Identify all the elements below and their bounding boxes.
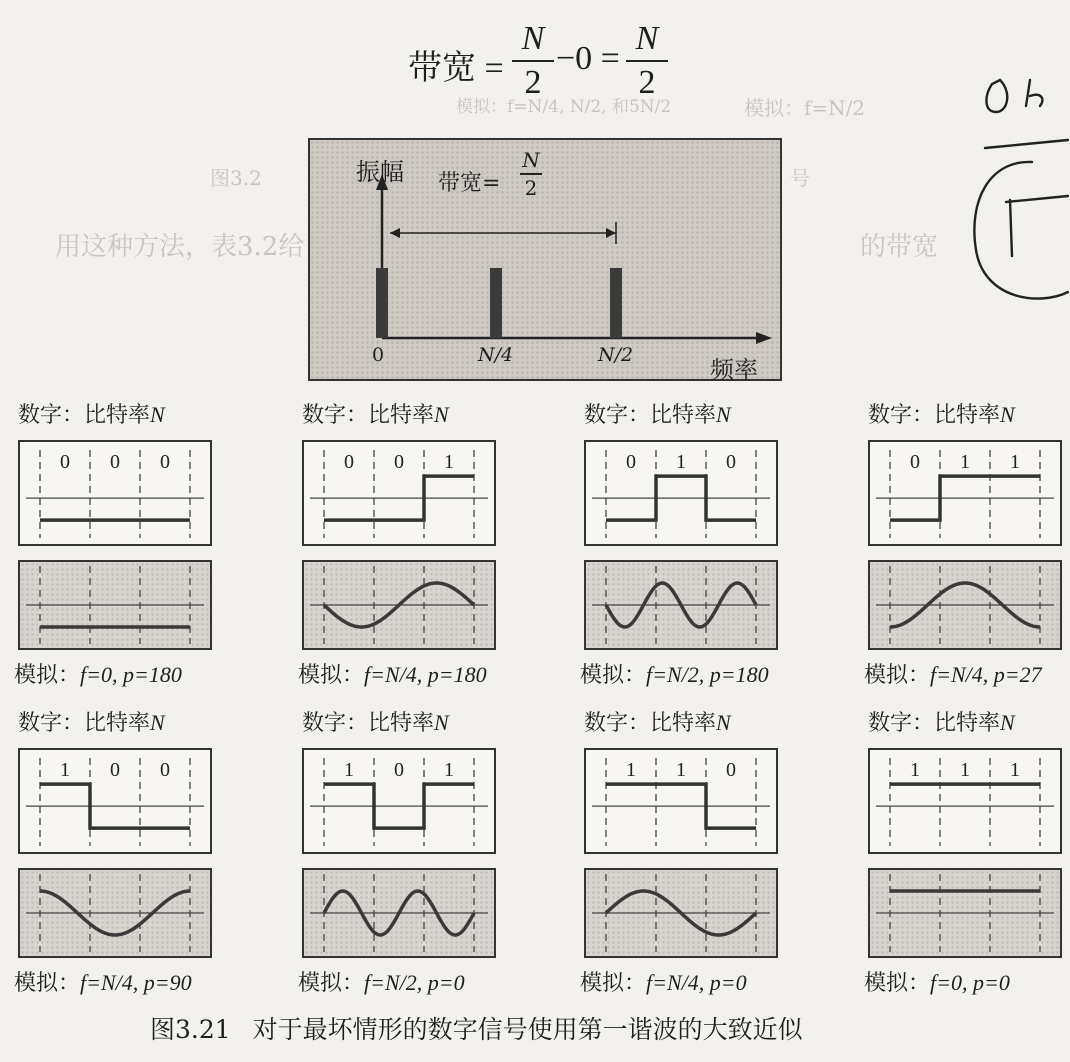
bit-label: 1 (910, 759, 920, 781)
analog-label-prefix: 模拟： (864, 971, 931, 996)
digital-signal-svg (586, 442, 776, 544)
bit-label: 1 (444, 451, 454, 473)
analog-label-prefix: 模拟： (580, 971, 647, 996)
formula-fraction-1-denominator: 2 (524, 64, 542, 101)
analog-signal-box (302, 560, 496, 650)
spectrum-x-arrow (756, 332, 772, 344)
analog-label (864, 966, 1010, 997)
spectrum-diagram (308, 138, 782, 384)
analog-signal-svg (586, 870, 776, 956)
bit-rate-symbol: N (434, 710, 449, 735)
signal-cell (14, 706, 224, 1006)
bit-label: 1 (1010, 759, 1020, 781)
analog-signal-box (584, 560, 778, 650)
bit-label: 1 (344, 759, 354, 781)
analog-parameters: f=0, p=0 (930, 970, 1010, 995)
spectrum-bar-n-2 (610, 268, 622, 338)
bit-label: 0 (60, 451, 70, 473)
bit-label: 1 (444, 759, 454, 781)
digital-signal-box (584, 440, 778, 546)
analog-label (580, 658, 769, 689)
analog-label-prefix: 模拟： (14, 971, 81, 996)
digital-signal-svg (304, 442, 494, 544)
digital-title (18, 398, 165, 429)
bit-rate-symbol: N (716, 710, 731, 735)
analog-signal-svg (304, 562, 494, 648)
bit-rate-symbol: N (150, 402, 165, 427)
bit-label: 0 (394, 451, 404, 473)
bit-label: 0 (910, 451, 920, 473)
digital-title-text: 数字：比特率 (18, 711, 151, 736)
bit-label: 0 (726, 451, 736, 473)
formula-fraction-1-numerator: N (521, 20, 545, 57)
analog-signal-svg (20, 870, 210, 956)
analog-parameters: f=N/2, p=0 (364, 970, 465, 995)
digital-title (584, 706, 731, 737)
analog-label (580, 966, 747, 997)
bit-label: 1 (676, 759, 686, 781)
digital-signal-box (302, 748, 496, 854)
analog-parameters: f=N/4, p=180 (364, 662, 487, 687)
digital-title (868, 706, 1015, 737)
analog-label (14, 658, 182, 689)
analog-signal-svg (20, 562, 210, 648)
digital-title-text: 数字：比特率 (868, 711, 1001, 736)
analog-label-prefix: 模拟： (298, 663, 365, 688)
bit-label: 1 (960, 451, 970, 473)
signal-cell (14, 398, 224, 698)
figure-number: 图3.21 (150, 1015, 231, 1044)
faded-text-5: 用这种方法，表3.2给 (55, 232, 305, 262)
analog-label-prefix: 模拟： (14, 663, 81, 688)
analog-label (864, 658, 1042, 689)
analog-signal-box (868, 560, 1062, 650)
formula-middle: −0 = (556, 40, 620, 77)
analog-signal-box (18, 868, 212, 958)
formula-fraction-2-denominator: 2 (638, 64, 656, 101)
signal-cell (298, 398, 508, 698)
spectrum-x-axis-label: 频率 (710, 356, 758, 384)
bit-label: 0 (110, 451, 120, 473)
bit-label: 0 (160, 759, 170, 781)
analog-signal-box (18, 560, 212, 650)
bit-label: 1 (960, 759, 970, 781)
digital-signal-svg (586, 750, 776, 852)
digital-signal-box (302, 440, 496, 546)
digital-signal-box (868, 748, 1062, 854)
faded-text-4: 号 (790, 166, 810, 190)
spectrum-bar-0 (376, 268, 388, 338)
digital-signal-svg (870, 442, 1060, 544)
digital-title (302, 398, 449, 429)
digital-title (302, 706, 449, 737)
bit-label: 0 (626, 451, 636, 473)
analog-label (298, 966, 465, 997)
analog-parameters: f=N/2, p=180 (646, 662, 769, 687)
faded-text-3: 图3.2 (210, 166, 262, 190)
analog-parameters: f=0, p=180 (80, 662, 182, 687)
digital-title (584, 398, 731, 429)
analog-label (298, 658, 487, 689)
digital-title (18, 706, 165, 737)
bit-rate-symbol: N (1000, 402, 1015, 427)
bandwidth-formula (0, 0, 1070, 120)
bit-label: 0 (160, 451, 170, 473)
digital-signal-svg (20, 750, 210, 852)
signal-cell (864, 398, 1070, 698)
digital-title (868, 398, 1015, 429)
analog-parameters: f=N/4, p=27 (930, 662, 1042, 687)
bit-label: 0 (394, 759, 404, 781)
spectrum-tick-0: 0 (372, 344, 385, 366)
spectrum-tick-n-4: N/4 (478, 344, 514, 366)
signal-cell (580, 398, 790, 698)
formula-fraction-1 (512, 20, 554, 102)
spectrum-tick-n-2: N/2 (598, 344, 634, 366)
faded-text-6: 的带宽 (860, 232, 939, 262)
spectrum-span-arrow-right (606, 228, 616, 238)
digital-title-text: 数字：比特率 (18, 403, 151, 428)
bit-label: 0 (726, 759, 736, 781)
digital-signal-svg (20, 442, 210, 544)
spectrum-bandwidth-denominator: 2 (524, 175, 538, 200)
spectrum-span-arrow-left (390, 228, 400, 238)
digital-signal-box (18, 440, 212, 546)
spectrum-bandwidth-numerator: N (522, 148, 540, 172)
digital-signal-box (584, 748, 778, 854)
signal-cell (298, 706, 508, 1006)
formula-fraction-2 (626, 20, 668, 102)
digital-signal-box (868, 440, 1062, 546)
formula-lhs: 带宽 = (408, 50, 504, 87)
analog-signal-box (868, 868, 1062, 958)
digital-title-text: 数字：比特率 (302, 403, 435, 428)
analog-signal-svg (870, 870, 1060, 956)
analog-parameters: f=N/4, p=90 (80, 970, 192, 995)
analog-label (14, 966, 192, 997)
analog-signal-svg (304, 870, 494, 956)
analog-label-prefix: 模拟： (298, 971, 365, 996)
faded-text-2: 模拟：f=N/4, N/2, 和5N/2 (456, 97, 672, 117)
digital-title-text: 数字：比特率 (302, 711, 435, 736)
digital-title-text: 数字：比特率 (584, 711, 717, 736)
figure-caption-text: 对于最坏情形的数字信号使用第一谐波的大致近似 (252, 1015, 803, 1044)
bit-rate-symbol: N (1000, 710, 1015, 735)
spectrum-bandwidth-label: 带宽= (438, 171, 501, 196)
bit-rate-symbol: N (150, 710, 165, 735)
analog-label-prefix: 模拟： (580, 663, 647, 688)
digital-title-text: 数字：比特率 (868, 403, 1001, 428)
analog-label-prefix: 模拟： (864, 663, 931, 688)
bit-label: 0 (110, 759, 120, 781)
analog-signal-box (584, 868, 778, 958)
spectrum-y-axis-label: 振幅 (356, 158, 404, 186)
spectrum-bar-n-4 (490, 268, 502, 338)
figure-caption (150, 1010, 803, 1046)
analog-signal-svg (586, 562, 776, 648)
digital-signal-svg (304, 750, 494, 852)
bit-label: 1 (626, 759, 636, 781)
analog-parameters: f=N/4, p=0 (646, 970, 747, 995)
digital-signal-svg (870, 750, 1060, 852)
faded-text-1: 模拟：f=N/2 (744, 96, 866, 120)
digital-signal-box (18, 748, 212, 854)
signal-cell (580, 706, 790, 1006)
formula-fraction-2-numerator: N (635, 20, 659, 57)
digital-title-text: 数字：比特率 (584, 403, 717, 428)
bit-rate-symbol: N (716, 402, 731, 427)
analog-signal-svg (870, 562, 1060, 648)
spectrum-bandwidth-fraction (520, 148, 542, 200)
bit-rate-symbol: N (434, 402, 449, 427)
bit-label: 0 (344, 451, 354, 473)
bit-label: 1 (60, 759, 70, 781)
bit-label: 1 (1010, 451, 1020, 473)
signal-cell (864, 706, 1070, 1006)
bit-label: 1 (676, 451, 686, 473)
analog-signal-box (302, 868, 496, 958)
